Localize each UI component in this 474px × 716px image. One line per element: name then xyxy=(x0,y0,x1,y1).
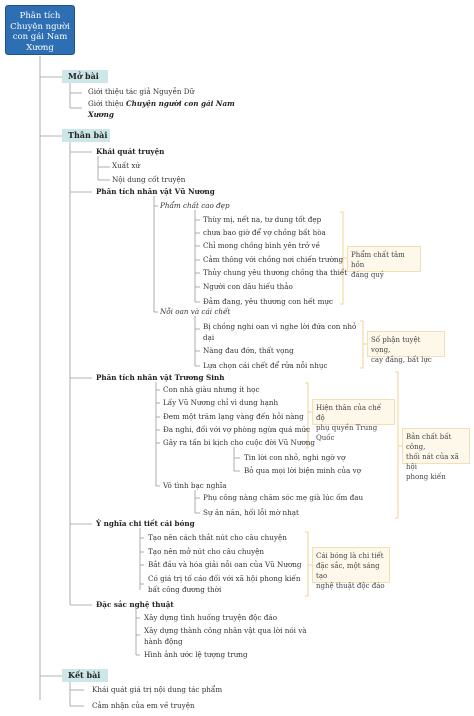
vu-nuong-heading[interactable]: Phân tích nhân vật Vũ Nương xyxy=(96,187,215,196)
noi-oan-item[interactable]: Lựa chọn cái chết để rửa nỗi nhục xyxy=(203,361,328,370)
vo-tinh-item[interactable]: Sự ăn năn, hối lỗi mờ nhạt xyxy=(203,508,299,517)
pham-chat-item[interactable]: Cảm thông với chồng nơi chiến trường xyxy=(203,255,344,264)
ket-bai-item[interactable]: Cảm nhận của em về truyện xyxy=(92,701,195,710)
khai-quat-item[interactable]: Xuất xứ xyxy=(112,161,141,170)
item-line: hành động xyxy=(144,637,183,646)
pham-chat-note xyxy=(347,246,421,279)
note-line: Phẩm chất tâm hồn xyxy=(351,251,405,269)
truong-sinh-item[interactable]: Gây ra tấn bi kịch cho cuộc đời Vũ Nương xyxy=(163,438,316,447)
root-line: con gái Nam xyxy=(12,32,68,42)
truong-sinh-item[interactable]: Đa nghi, đối với vợ phòng ngừa quá mức xyxy=(163,425,311,434)
chiec-bong-item[interactable]: Tạo nên cách thắt nút cho câu chuyện xyxy=(148,533,287,542)
truong-sinh-sub-item[interactable]: Bỏ qua mọi lời biện minh của vợ xyxy=(244,466,361,475)
pham-chat-heading[interactable]: Phẩm chất cao đẹp xyxy=(160,201,230,210)
pham-chat-item[interactable]: Người con dâu hiếu thảo xyxy=(203,282,293,291)
chiec-bong-item[interactable]: Bắt đầu và hóa giải nỗi oan của Vũ Nương xyxy=(148,560,302,569)
truong-sinh-item[interactable]: Lấy Vũ Nương chỉ vì dung hạnh xyxy=(163,398,279,407)
work-title: Xương xyxy=(88,110,114,119)
chiec-bong-heading[interactable]: Ý nghĩa chi tiết cái bóng xyxy=(96,519,195,528)
pham-chat-item[interactable]: chưa bao giờ để vợ chồng bất hòa xyxy=(203,228,326,237)
note-line: cay đắng, bất lực xyxy=(371,356,432,364)
chiec-bong-note xyxy=(312,547,390,590)
note-line: nghệ thuật độc đáo xyxy=(316,582,385,590)
root-node[interactable] xyxy=(5,5,75,55)
root-line: Phân tích xyxy=(19,11,61,21)
noi-oan-note xyxy=(367,331,445,364)
pham-chat-item[interactable]: Đảm đang, yêu thương con hết mực xyxy=(203,297,334,306)
item-line: dại xyxy=(203,333,215,342)
item-line: Có giá trị tố cáo đối với xã hội phong kiến xyxy=(148,574,301,583)
note-line: Cái bóng là chi tiết xyxy=(316,552,384,560)
section-ket-bai[interactable]: Kết bài xyxy=(62,669,108,682)
noi-oan-heading[interactable]: Nỗi oan và cái chết xyxy=(160,307,231,316)
pham-chat-item[interactable]: Chỉ mong chồng bình yên trở về xyxy=(203,241,321,250)
nghe-thuat-item[interactable] xyxy=(144,625,307,647)
section-mo-bai[interactable]: Mở bài xyxy=(62,70,108,83)
ket-bai-item[interactable]: Khái quát giá trị nội dung tác phẩm xyxy=(92,685,223,694)
xa-hoi-note xyxy=(402,428,470,481)
note-line: đáng quý xyxy=(351,271,384,279)
nghe-thuat-item[interactable]: Xây dựng tình huống truyện độc đáo xyxy=(144,613,278,622)
pham-chat-item[interactable]: Thùy mị, nết na, tư dung tốt đẹp xyxy=(203,215,322,224)
note-line: đặc sắc, một sáng tạo xyxy=(316,562,380,580)
chiec-bong-item[interactable] xyxy=(148,573,300,595)
noi-oan-item[interactable] xyxy=(203,321,356,343)
work-title: Chuyện người con gái Nam xyxy=(125,99,235,108)
truong-sinh-item[interactable]: Đem một trăm lạng vàng đến hỏi nàng xyxy=(163,412,304,421)
nghe-thuat-item[interactable]: Hình ảnh ước lệ tượng trưng xyxy=(144,650,248,659)
note-line: thối nát của xã hội xyxy=(406,453,459,471)
khai-quat-heading[interactable]: Khái quát truyện xyxy=(96,147,165,156)
note-line: Bản chất bất công, xyxy=(406,433,452,451)
item-text: Giới thiệu xyxy=(88,99,124,108)
chiec-bong-item[interactable]: Tạo nên mở nút cho câu chuyện xyxy=(148,547,265,556)
mo-bai-item[interactable]: Giới thiệu tác giả Nguyễn Dữ xyxy=(88,87,195,96)
pham-chat-item[interactable]: Thủy chung yêu thương chồng tha thiết xyxy=(203,268,348,277)
note-line: phụ quyền Trung Quốc xyxy=(316,424,378,442)
note-line: phong kiến xyxy=(406,473,446,481)
root-line: Xương xyxy=(26,42,54,53)
note-line: Số phận tuyệt vọng, xyxy=(371,336,421,354)
vo-tinh-item[interactable]: Phụ công nàng chăm sóc mẹ già lúc ốm đau xyxy=(203,493,364,502)
note-line: Hiện thân của chế độ xyxy=(316,404,382,422)
item-line: Bị chồng nghi oan vì nghe lời đứa con nhỏ xyxy=(203,322,357,331)
vo-tinh-heading[interactable]: Vô tình bạc nghĩa xyxy=(163,481,227,490)
mo-bai-item[interactable] xyxy=(88,98,235,120)
item-line: Xây dựng thành công nhân vật qua lời nói và xyxy=(144,626,307,635)
truong-sinh-note xyxy=(312,399,395,442)
noi-oan-item[interactable]: Nàng đau đớn, thất vọng xyxy=(203,346,294,355)
item-line: bất công đương thời xyxy=(148,585,222,594)
section-than-bai[interactable]: Thân bài xyxy=(62,129,110,142)
nghe-thuat-heading[interactable]: Đặc sắc nghệ thuật xyxy=(96,600,174,609)
khai-quat-item[interactable]: Nội dung cốt truyện xyxy=(112,175,186,184)
truong-sinh-item[interactable]: Con nhà giàu nhưng ít học xyxy=(163,385,260,394)
root-line: Chuyện người xyxy=(10,21,70,32)
truong-sinh-sub-item[interactable]: Tin lời con nhỏ, nghi ngờ vợ xyxy=(244,453,346,462)
truong-sinh-heading[interactable]: Phân tích nhân vật Trương Sinh xyxy=(96,373,225,382)
